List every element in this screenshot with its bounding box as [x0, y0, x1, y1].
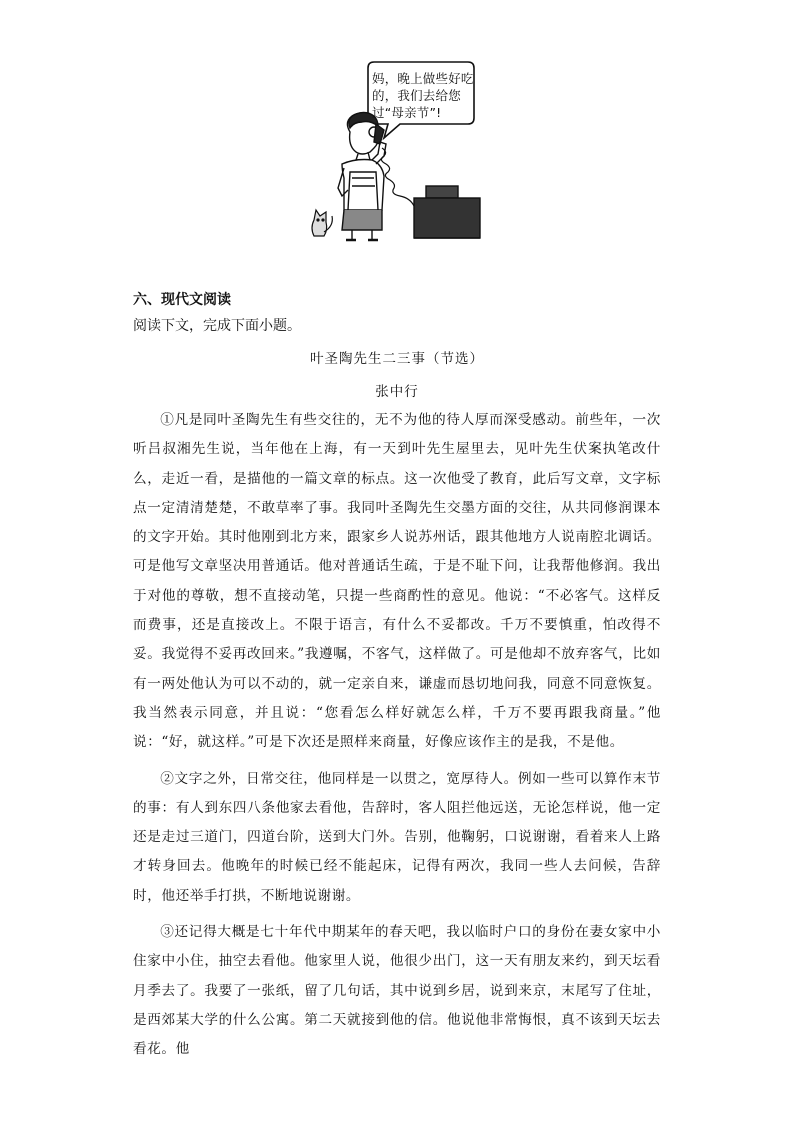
article-body [133, 406, 661, 1072]
article-title: 叶圣陶先生二三事（节选） [310, 351, 484, 367]
paragraph-1: ①凡是同叶圣陶先生有些交往的，无不为他的待人厚而深受感动。前些年，一次听吕叔湘先生说，当年他在上海，有一天到叶先生屋里去，见叶先生伏案执笔改什么，走近一看，是描他的一篇文章的标点。这一次他受了教育，此后写文章，文字标点一定清清楚楚，不敢草率了事。我同叶圣陶先生交墨方面的交往，从共同修润课本的文字开始。其时他刚到北方来，跟家乡人说苏州话，跟其他地方人说南腔北调话。可是他写文章坚决用普通话。他对普通话生疏，于是不耻下问，让我帮他修润。我出于对他的尊敬，想不直接动笔，只提一些商酌性的意见。他说：“不必客气。这样反而费事，还是直接改上。不限于语言，有什么不妥都改。千万不要慎重，怕改得不妥。我觉得不妥再改回来。”我遵嘱，不客气，这样做了。可是他却不放弃客气，比如有一两处他认为可以不动的，就一定亲自来，谦虚而恳切地问我，同意不同意恢复。我当然表示同意，并且说：“您看怎么样好就怎么样，千万不要再跟我商量。”他说：“好，就这样。”可是下次还是照样来商量，好像应该作主的是我，不是他。 [133, 412, 661, 751]
woman-figure [338, 112, 386, 240]
section-instruction: 阅读下文，完成下面小题。 [133, 318, 301, 334]
cat-figure [312, 210, 332, 236]
paragraph-3: ③还记得大概是七十年代中期某年的春天吧，我以临时户口的身份在妻女家中小住家中小住，抽空去看他。他家里人说，他很少出门，这一天有朋友来约，到天坛看月季去了。我要了一张纸，留了几句话，其中说到乡居，说到来京，末尾写了住址，是西郊某大学的什么公寓。第二天就接到他的信。他说他非常悔恨，真不该到天坛去看花。他 [133, 924, 661, 1058]
telephone-table [414, 186, 480, 238]
speech-bubble-text: 妈，晚上做些好吃的，我们去给您过“母亲节”! [372, 71, 474, 120]
paragraph-2: ②文字之外，日常交往，他同样是一以贯之，宽厚待人。例如一些可以算作末节的事：有人到东四八条他家去看他，告辞时，客人阻拦他远送，无论怎样说，他一定还是走过三道门，四道台阶，送到大门外。告别，他鞠躬，口说谢谢，看着来人上路才转身回去。他晚年的时候已经不能起床，记得有两次，我同一些人去问候，告辞时，他还举手打拱，不断地说谢谢。 [133, 770, 661, 904]
section-title: 六、现代文阅读 [133, 292, 231, 308]
article-author: 张中行 [375, 384, 419, 400]
